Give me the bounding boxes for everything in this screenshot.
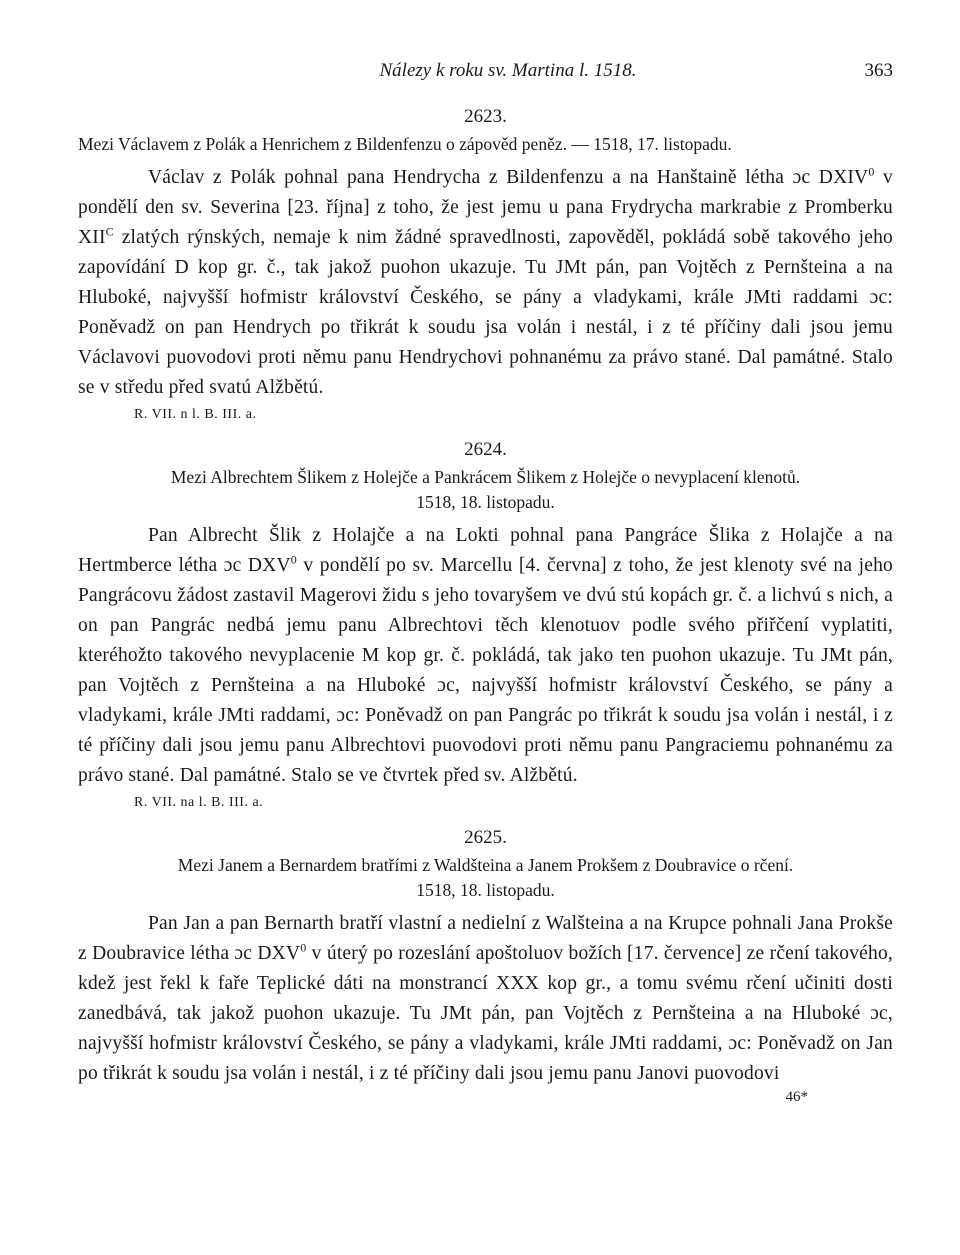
entry-date: 1518, 18. listopadu. <box>416 880 555 900</box>
entry-date: 1518, 18. listopadu. <box>416 492 555 512</box>
superscript: 0 <box>868 164 875 179</box>
entry-body <box>78 909 893 1089</box>
body-text: v pondělí den sv. Severina [23. října] z toho, že jest jemu u pana Frydrycha markrabie z Promberku XII <box>78 167 893 248</box>
entry-body <box>78 521 893 791</box>
entry-summary: Mezi Janem a Bernardem bratřími z Waldšteina a Janem Prokšem z Doubravice o rčení. <box>177 855 794 875</box>
superscript: C <box>105 224 114 239</box>
entry-number: 2624. <box>464 439 507 460</box>
entry-number: 2623. <box>464 106 507 127</box>
source-reference: R. VII. n l. B. III. a. <box>134 407 257 422</box>
source-reference: R. VII. na l. B. III. a. <box>134 795 264 810</box>
entry-number: 2625. <box>464 827 507 848</box>
entry-2625 <box>78 827 893 1089</box>
entry-2623 <box>78 106 893 427</box>
page-number: 363 <box>864 60 893 81</box>
body-text: v úterý po rozeslání apoštoluov božích [17. července] ze rčení takového, kdež jest řekl k faře Teplické dáti na monstrancí XXX kop gr., a tomu svému rčení učiniti dosti zanedbává, tak jakož puohon ukazuje. Tu JMt pán, pan Vojtěch z Pernšteina a na Hluboké ɔc, najvyšší hofmistr království Českého, se pány a vladykami, krále JMti raddami, ɔc: Poněvadž on Jan po třikrát k soudu jsa volán i nestál, i z té příčiny dali jsou jemu panu Janovi puovodovi <box>78 943 893 1084</box>
body-text: Václav z Polák pohnal pana Hendrycha z Bildenfenzu a na Hanštaině létha ɔc DXIV <box>148 167 869 188</box>
entry-summary: Mezi Albrechtem Šlikem z Holejče a Pankrácem Šlikem z Holejče o nevyplacení klenotů. <box>170 467 801 487</box>
running-head <box>78 60 893 94</box>
entry-2624 <box>78 439 893 815</box>
entry-summary: Mezi Václavem z Polák a Henrichem z Bildenfenzu o zápověd peněz. — 1518, 17. listopadu. <box>78 134 732 154</box>
superscript: 0 <box>300 940 307 955</box>
page <box>78 60 893 1105</box>
body-text: Pan Albrecht Šlik z Holajče a na Lokti pohnal pana Pangráce Šlika z Holajče a na Hertmberce létha ɔc DXV <box>78 525 893 576</box>
entry-body <box>78 163 893 403</box>
body-text: v pondělí po sv. Marcellu [4. června] z toho, že jest klenoty své na jeho Pangrácovu žádost zastavil Magerovi židu s jeho tovaryšem ve dvú stú kopách gr. č. a lichvú s nich, a on pan Pangrác nedbá jemu panu Albrechtovi těch klenotuov podle svého přiřčení vyplatiti, kteréhožto takového nevyplacenie M kop gr. č. pokládá, tak jako ten puohon ukazuje. Tu JMt pán, pan Vojtěch z Pernšteina a na Hluboké ɔc, najvyšší hofmistr království Českého, se pány a vladykami, krále JMti raddami, ɔc: Poněvadž on pan Pangrác po třikrát k soudu jsa volán i nestál, i z té příčiny dali jsou jemu panu Albrechtovi puovodovi proti němu panu Pangraciemu pohnanému za právo stané. Dal památné. Stalo se ve čtvrtek před sv. Alžbětú. <box>78 555 893 786</box>
superscript: 0 <box>290 552 297 567</box>
body-text: zlatých rýnských, nemaje k nim žádné spravedlnosti, zapověděl, pokládá sobě takového jeho zapovídání D kop gr. č., tak jakož puohon ukazuje. Tu JMt pán, pan Vojtěch z Pernšteina a na Hluboké, najvyšší hofmistr království Českého, se pány a vladykami, krále JMti raddami ɔc: Poněvadž on pan Hendrych po třikrát k soudu jsa volán i nestál, i z té příčiny dali jsou jemu Václavovi puovodovi proti němu panu Hendrychovi pohnanému za právo stané. Dal památné. Stalo se v středu před svatú Alžbětú. <box>78 227 893 398</box>
running-title: Nálezy k roku sv. Martina l. 1518. <box>379 60 637 81</box>
body-text: Pan Jan a pan Bernarth bratří vlastní a nedielní z Walšteina a na Krupce pohnali Jana Prokše z Doubravice létha ɔc DXV <box>78 913 893 964</box>
signature-mark: 46* <box>785 1089 808 1105</box>
